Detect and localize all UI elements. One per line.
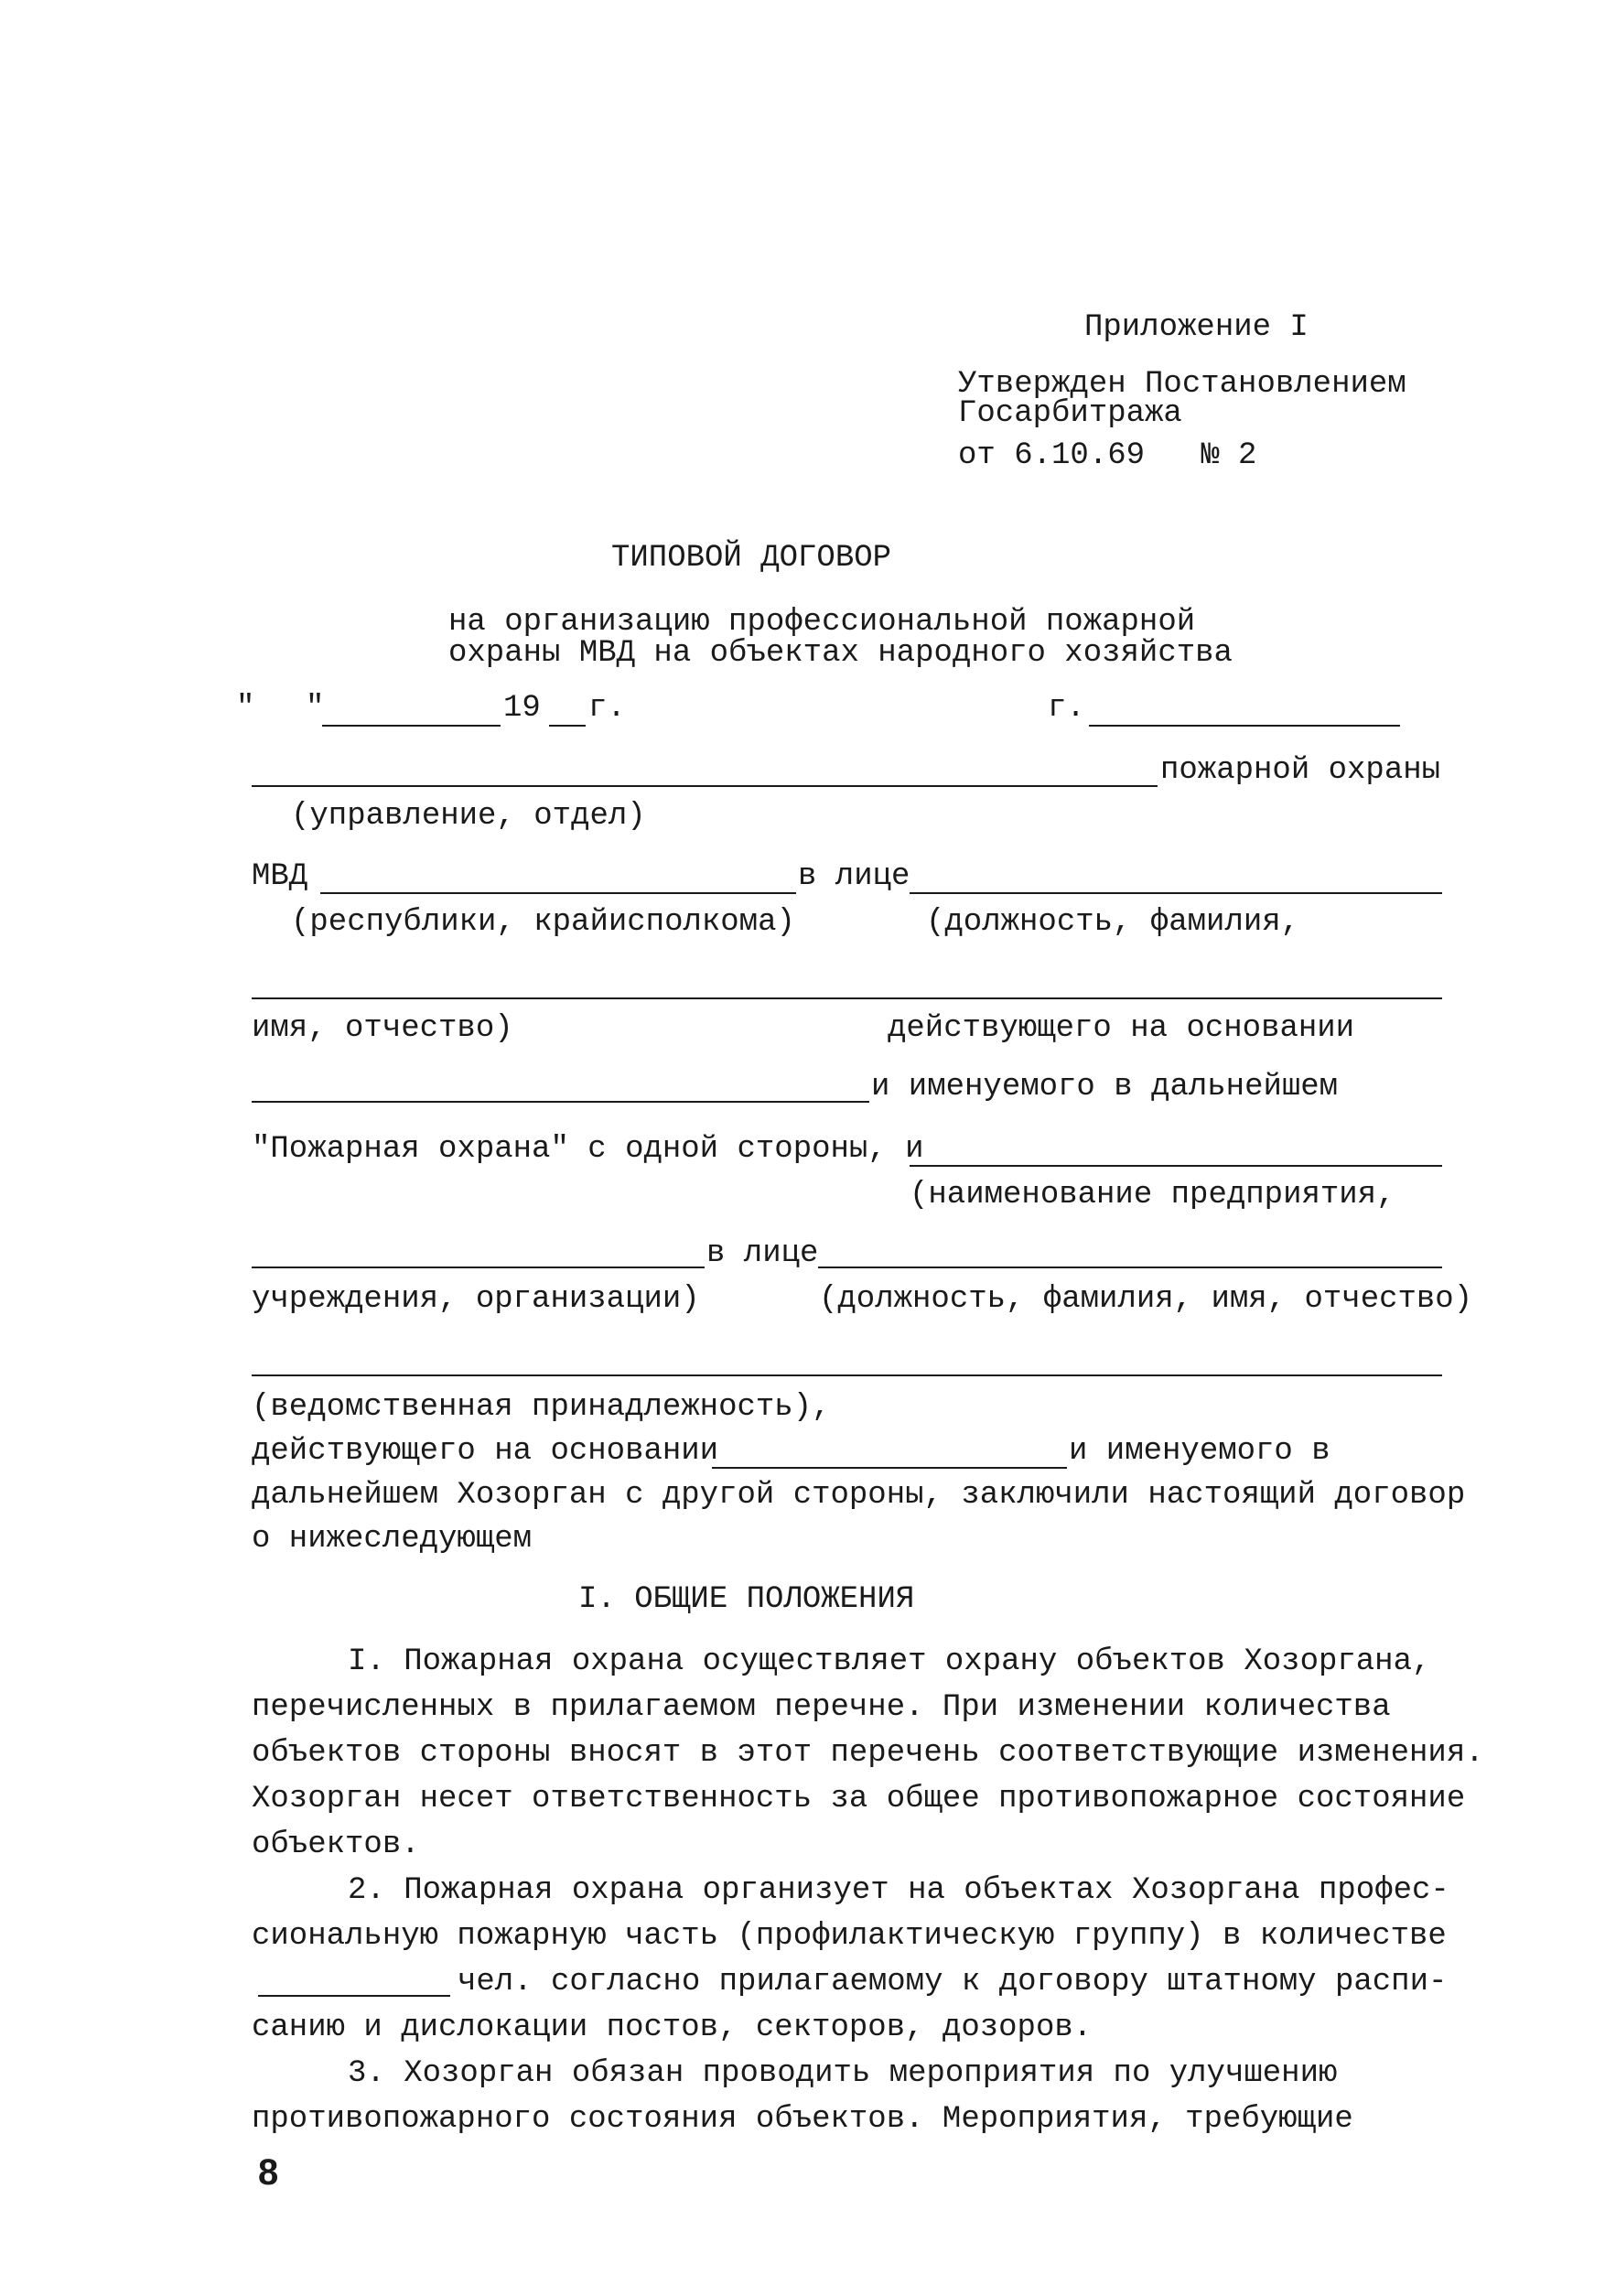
acting-basis-label: действующего на основании	[888, 1011, 1355, 1046]
date-quote-close: "	[306, 691, 325, 726]
paragraph-3-line: противопожарного состояния объектов. Мероприятия, требующие	[252, 2102, 1353, 2137]
fire-guard-party: "Пожарная охрана" с одной стороны, и	[252, 1132, 924, 1167]
year-suffix: г.	[588, 691, 626, 726]
named-hereafter-label-2: и именуемого в	[1069, 1434, 1330, 1469]
basis-document-field[interactable]	[252, 1101, 869, 1103]
year-field[interactable]	[549, 725, 586, 727]
document-title: ТИПОВОЙ ДОГОВОР	[611, 541, 892, 576]
hint-republic: (республики, крайисполкома)	[291, 905, 795, 940]
closing-line-2: о нижеследующем	[252, 1522, 533, 1557]
representative-name-field[interactable]	[252, 997, 1442, 999]
section-heading: I. ОБЩИЕ ПОЛОЖЕНИЯ	[578, 1582, 915, 1617]
enterprise-field[interactable]	[910, 1165, 1442, 1167]
representative-field[interactable]	[910, 892, 1442, 894]
hint-affiliation: (ведомственная принадлежность),	[252, 1390, 831, 1425]
city-field[interactable]	[1089, 725, 1400, 727]
document-subtitle-line2: охраны МВД на объектах народного хозяйства	[448, 636, 1233, 671]
city-prefix: г.	[1048, 691, 1085, 726]
mvd-label: МВД	[252, 859, 308, 894]
approval-date-number: от 6.10.69 № 2	[958, 438, 1257, 473]
page-number: 8	[258, 2152, 279, 2193]
paragraph-1-line: I. Пожарная охрана осуществляет охрану объектов Хозоргана,	[348, 1644, 1431, 1679]
hint-name: имя, отчество)	[252, 1011, 513, 1046]
headcount-field[interactable]	[258, 1995, 450, 1997]
approved-by-line: Утвержден Постановлением	[958, 367, 1406, 402]
paragraph-1-line: объектов стороны вносят в этот перечень соответствующие изменения.	[252, 1736, 1484, 1771]
in-person-label: в лице	[798, 859, 910, 894]
hint-enterprise: (наименование предприятия,	[910, 1178, 1395, 1213]
representative-field-2[interactable]	[818, 1267, 1442, 1268]
hint-position-full: (должность, фамилия, имя, отчество)	[819, 1282, 1473, 1317]
hint-institution: учреждения, организации)	[252, 1282, 700, 1317]
paragraph-1-line: перечисленных в прилагаемом перечне. При изменении количества	[252, 1690, 1391, 1725]
paragraph-2-line: 2. Пожарная охрана организует на объектах Хозоргана профес-	[348, 1873, 1449, 1908]
fire-guard-label: пожарной охраны	[1160, 753, 1441, 788]
basis-document-field-2[interactable]	[712, 1467, 1067, 1469]
paragraph-2-line: санию и дислокации постов, секторов, дозоров.	[252, 2010, 1093, 2045]
document-subtitle-line1: на организацию профессиональной пожарной	[448, 605, 1196, 640]
date-day-month-field[interactable]	[322, 725, 501, 727]
affiliation-field[interactable]	[252, 1374, 1442, 1376]
hint-department: (управление, отдел)	[291, 799, 646, 834]
paragraph-2-line: чел. согласно прилагаемому к договору штатному распи-	[458, 1965, 1448, 2000]
paragraph-2-line: сиональную пожарную часть (профилактическую группу) в количестве	[252, 1919, 1447, 1954]
closing-line-1: дальнейшем Хозорган с другой стороны, заключили настоящий договор	[252, 1478, 1466, 1513]
date-quote-open: "	[236, 691, 255, 726]
institution-field[interactable]	[252, 1267, 705, 1268]
year-prefix: 19	[503, 691, 541, 726]
mvd-region-field[interactable]	[320, 892, 796, 894]
paragraph-1-line: объектов.	[252, 1827, 420, 1862]
paragraph-3-line: 3. Хозорган обязан проводить мероприятия по улучшению	[348, 2056, 1338, 2091]
in-person-label-2: в лице	[706, 1236, 819, 1271]
hint-position: (должность, фамилия,	[926, 905, 1300, 940]
named-hereafter-label: и именуемого в дальнейшем	[871, 1070, 1339, 1105]
appendix-label: Приложение I	[1084, 310, 1309, 345]
approved-by-org: Госарбитража	[958, 396, 1182, 431]
paragraph-1-line: Хозорган несет ответственность за общее противопожарное состояние	[252, 1782, 1466, 1816]
department-field[interactable]	[252, 785, 1158, 787]
acting-basis-label-2: действующего на основании	[252, 1434, 719, 1469]
